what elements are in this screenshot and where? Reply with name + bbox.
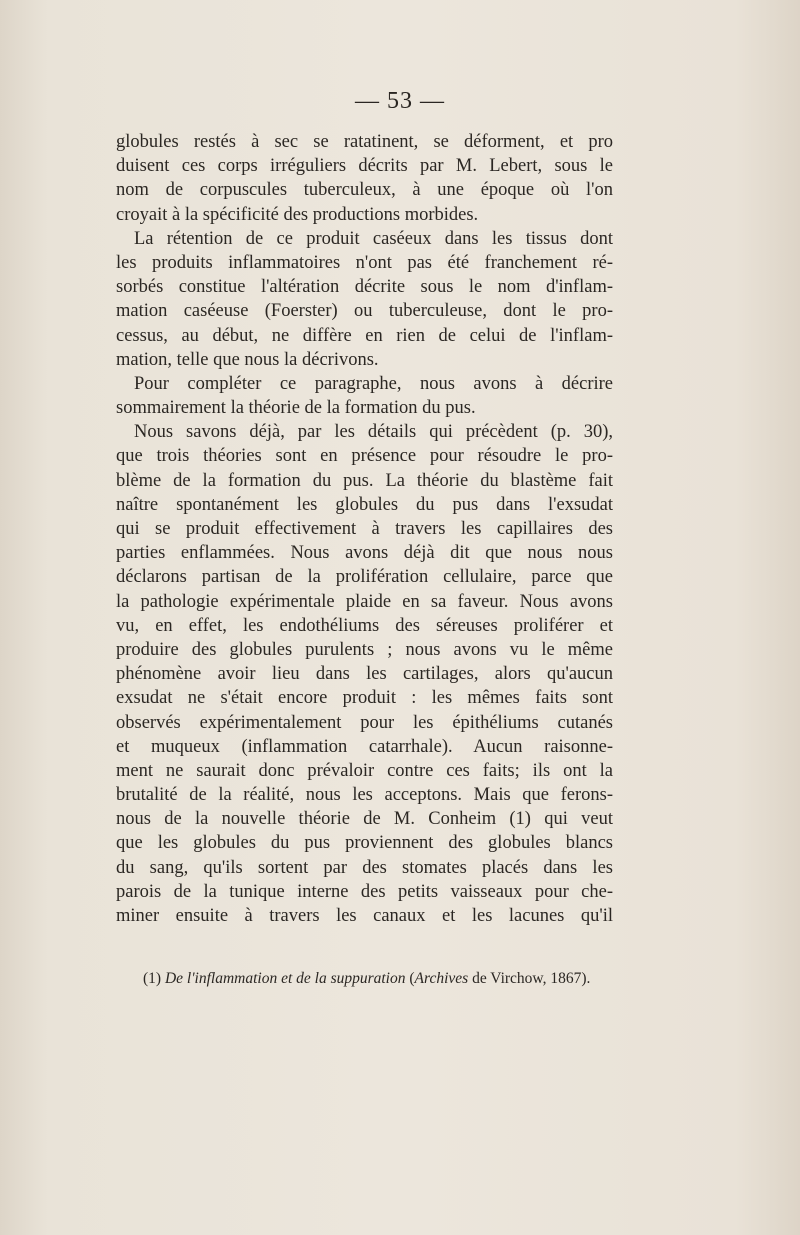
text-line: La rétention de ce produit caséeux dans les tissus dont (134, 228, 613, 249)
text-line: Pour compléter ce paragraphe, nous avons à décrire (134, 373, 613, 394)
text-line: brutalité de la réalité, nous les acceptons. Mais que ferons- (116, 785, 613, 806)
text-line: sorbés constitue l'altération décrite sous le nom d'inflam- (116, 277, 613, 298)
text-line: vu, en effet, les endothéliums des séreuses proliférer et (116, 615, 613, 636)
text-line: la pathologie expérimentale plaide en sa faveur. Nous avons (116, 591, 613, 612)
text-line: du sang, qu'ils sortent par des stomates placés dans les (116, 857, 613, 878)
footnote (143, 970, 613, 988)
text-line: observés expérimentalement pour les épithéliums cutanés (116, 712, 613, 733)
text-line: croyait à la spécificité des productions morbides. (116, 204, 479, 225)
text-line: qui se produit effectivement à travers les capillaires des (116, 519, 613, 539)
text-line: phénomène avoir lieu dans les cartilages, alors qu'aucun (116, 664, 613, 685)
footnote-marker: (1) (143, 970, 162, 987)
text-line: parties enflammées. Nous avons déjà dit que nous nous (116, 543, 613, 564)
text-line: mation caséeuse (Foerster) ou tuberculeuse, dont le pro- (116, 301, 613, 322)
text-line: déclarons partisan de la prolifération cellulaire, parce que (116, 567, 613, 588)
text-line: blème de la formation du pus. La théorie du blastème fait (116, 470, 613, 491)
body-text (116, 130, 613, 928)
text-line: duisent ces corps irréguliers décrits par M. Lebert, sous le (116, 156, 613, 177)
text-line: sommairement la théorie de la formation du pus. (116, 398, 476, 419)
footnote-source: Archives (414, 970, 469, 987)
text-line: et muqueux (inflammation catarrhale). Aucun raisonne- (116, 736, 613, 757)
text-line: miner ensuite à travers les canaux et les lacunes qu'il (116, 906, 613, 926)
text-line: parois de la tunique interne des petits vaisseaux pour che- (116, 881, 613, 902)
text-line: nous de la nouvelle théorie de M. Conheim (1) qui veut (116, 809, 613, 830)
footnote-title: De l'inflammation et de la suppuration (164, 970, 406, 987)
text-line: cessus, au début, ne diffère en rien de celui de l'inflam- (116, 325, 613, 346)
text-line: les produits inflammatoires n'ont pas été franchement ré- (116, 252, 613, 273)
text-line: que les globules du pus proviennent des globules blancs (116, 833, 613, 854)
text-line: nom de corpuscules tuberculeux, à une époque où l'on (116, 180, 613, 201)
footnote-rest: de Virchow, 1867). (472, 970, 591, 987)
text-line: Nous savons déjà, par les détails qui précèdent (p. 30), (134, 422, 613, 443)
page-number: — 53 — (355, 88, 445, 114)
footnote-open-paren: ( (409, 970, 415, 987)
text-line: naître spontanément les globules du pus dans l'exsudat (116, 494, 613, 515)
text-line: globules restés à sec se ratatinent, se déforment, et pro (116, 132, 613, 152)
text-line: que trois théories sont en présence pour résoudre le pro- (116, 446, 613, 467)
text-line: produire des globules purulents ; nous avons vu le même (116, 639, 613, 660)
text-line: exsudat ne s'était encore produit : les mêmes faits sont (116, 688, 613, 709)
text-line: ment ne saurait donc prévaloir contre ces faits; ils ont la (116, 760, 613, 781)
text-line: mation, telle que nous la décrivons. (116, 349, 379, 370)
